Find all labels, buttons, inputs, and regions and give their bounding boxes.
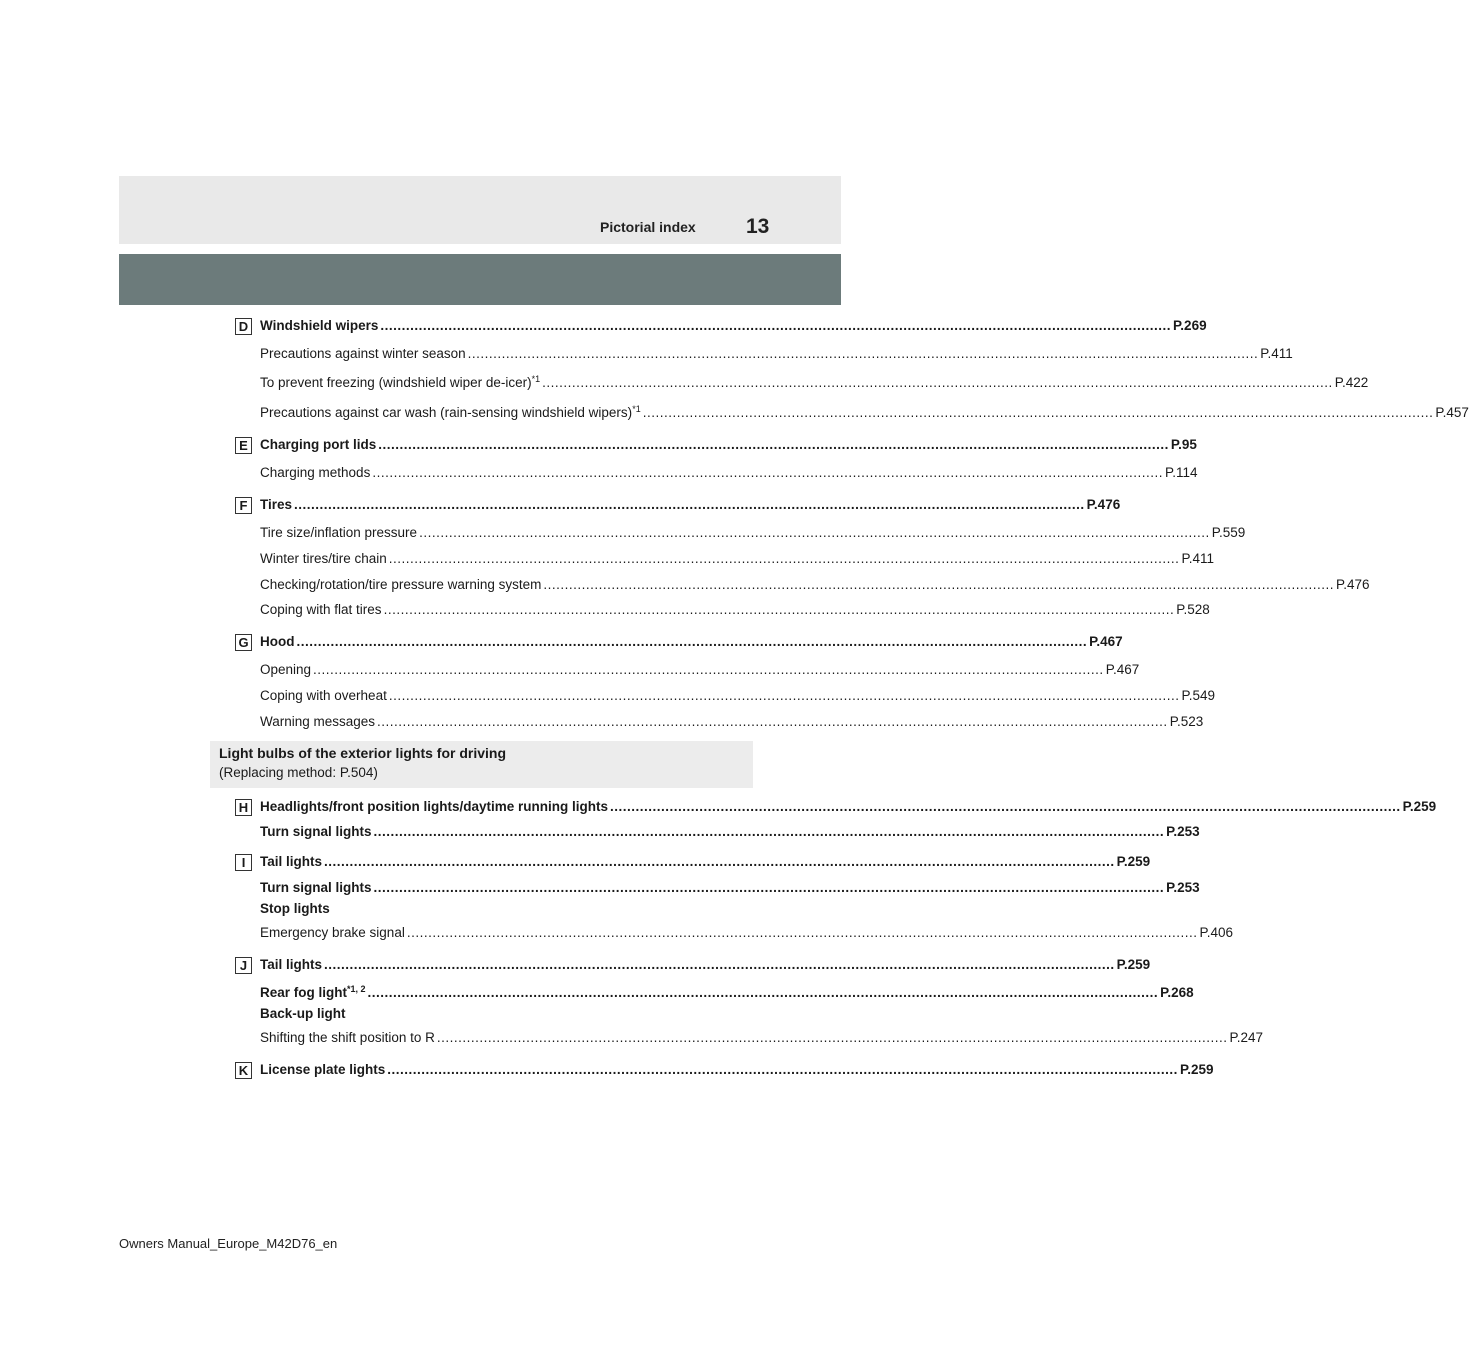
entry-tire-size[interactable]: [260, 525, 1246, 541]
section-letter-i: I: [235, 854, 252, 871]
entry-emergency-brake-signal[interactable]: [260, 925, 1234, 941]
entry-label: Coping with flat tires: [260, 602, 382, 617]
leader-dots: ..........................................................................................................................................................................................: [467, 346, 1259, 361]
entry-charging-port-lids[interactable]: [260, 437, 1197, 453]
note-title: Light bulbs of the exterior lights for driving: [219, 745, 506, 761]
entry-label: Coping with overheat: [260, 688, 387, 703]
section-letter-f: F: [235, 497, 252, 514]
entry-back-up-light: [260, 1006, 722, 1022]
leader-dots: ..........................................................................................................................................................................................: [642, 405, 1434, 420]
entry-flat-tires[interactable]: [260, 602, 1210, 618]
entry-label: Back-up light: [260, 1006, 346, 1021]
entry-turn-signal-front[interactable]: [260, 824, 1200, 840]
leader-dots: ..........................................................................................................................................................................................: [383, 602, 1175, 617]
section-letter-k: K: [235, 1062, 252, 1079]
entry-page: P.114: [1164, 465, 1198, 480]
leader-dots: ..........................................................................................................................................................................................: [373, 824, 1165, 839]
entry-label: Charging port lids: [260, 437, 377, 452]
leader-dots: ..........................................................................................................................................................................................: [380, 318, 1172, 333]
entry-label: License plate lights: [260, 1062, 386, 1077]
leader-dots: ..........................................................................................................................................................................................: [542, 375, 1333, 390]
leader-dots: ..........................................................................................................................................................................................: [313, 662, 1104, 677]
page-number: 13: [746, 215, 770, 238]
section-letter-j: J: [235, 957, 252, 974]
entry-stop-lights: [260, 901, 722, 917]
entry-tires[interactable]: [260, 497, 1121, 513]
entry-hood[interactable]: [260, 634, 1123, 650]
leader-dots: ..........................................................................................................................................................................................: [419, 525, 1210, 540]
leader-dots: ..........................................................................................................................................................................................: [372, 465, 1163, 480]
footer-text: Owners Manual_Europe_M42D76_en: [119, 1236, 338, 1251]
leader-dots: ..........................................................................................................................................................................................: [296, 634, 1088, 649]
entry-label: Stop lights: [260, 901, 330, 916]
entry-rear-fog-light[interactable]: [260, 984, 1194, 1001]
entry-page: P.422: [1334, 375, 1369, 390]
entry-page: P.467: [1105, 662, 1140, 677]
leader-dots: ..........................................................................................................................................................................................: [387, 1062, 1178, 1077]
entry-charging-methods[interactable]: [260, 465, 1198, 481]
section-letter-d: D: [235, 318, 252, 335]
entry-tail-lights-rear[interactable]: [260, 957, 1151, 973]
entry-page: P.523: [1169, 714, 1204, 729]
entry-label: Tire size/inflation pressure: [260, 525, 418, 540]
leader-dots: ..........................................................................................................................................................................................: [294, 497, 1085, 512]
entry-headlights[interactable]: [260, 799, 1437, 815]
entry-turn-signal-rear[interactable]: [260, 880, 1200, 896]
entry-label: Warning messages: [260, 714, 376, 729]
entry-tire-checking[interactable]: [260, 577, 1370, 593]
leader-dots: ..........................................................................................................................................................................................: [377, 714, 1168, 729]
entry-page: P.476: [1336, 577, 1370, 592]
entry-label: Turn signal lights: [260, 824, 372, 839]
entry-page: P.268: [1160, 985, 1194, 1000]
entry-label: Headlights/front position lights/daytime running lights: [260, 799, 608, 814]
entry-page: P.457: [1435, 405, 1469, 420]
entry-label: Tail lights: [260, 957, 323, 972]
entry-page: P.253: [1166, 880, 1200, 895]
entry-opening[interactable]: [260, 662, 1140, 678]
entry-page: P.95: [1170, 437, 1197, 452]
footnote-mark: *1: [632, 404, 641, 414]
section-title: Pictorial index: [600, 219, 696, 235]
entry-shift-position-r[interactable]: [260, 1030, 1264, 1046]
entry-tail-lights[interactable]: [260, 854, 1151, 870]
leader-dots: ..........................................................................................................................................................................................: [406, 925, 1198, 940]
entry-winter-precautions[interactable]: [260, 346, 1293, 362]
entry-label: Checking/rotation/tire pressure warning system: [260, 577, 542, 592]
entry-page: P.259: [1116, 854, 1151, 869]
entry-label: To prevent freezing (windshield wiper de-icer)$^{*1}$: [260, 374, 541, 390]
entry-overheat[interactable]: [260, 688, 1216, 704]
entry-label: Shifting the shift position to R: [260, 1030, 435, 1045]
entry-label: Rear fog light$^{*1, 2}$: [260, 984, 366, 1000]
entry-page: P.259: [1179, 1062, 1214, 1077]
entry-label: Precautions against winter season: [260, 346, 466, 361]
entry-windshield-wipers[interactable]: [260, 318, 1207, 334]
header-band: [119, 176, 841, 244]
entry-page: P.559: [1211, 525, 1246, 540]
entry-page: P.247: [1229, 1030, 1264, 1045]
leader-dots: ..........................................................................................................................................................................................: [436, 1030, 1228, 1045]
entry-label: Precautions against car wash (rain-sensing windshield wipers)$^{*1}$: [260, 404, 641, 420]
note-subtitle: (Replacing method: P.504): [219, 765, 378, 780]
entry-license-plate-lights[interactable]: [260, 1062, 1214, 1078]
entry-page: P.476: [1086, 497, 1121, 512]
entry-page: P.259: [1116, 957, 1151, 972]
entry-car-wash-precautions[interactable]: [260, 404, 1469, 421]
leader-dots: ..........................................................................................................................................................................................: [367, 985, 1159, 1000]
leader-dots: ..........................................................................................................................................................................................: [373, 880, 1165, 895]
entry-page: P.411: [1181, 551, 1214, 566]
entry-page: P.253: [1166, 824, 1200, 839]
section-letter-e: E: [235, 437, 252, 454]
entry-page: P.411: [1260, 346, 1293, 361]
entry-page: P.467: [1089, 634, 1123, 649]
entry-label: Opening: [260, 662, 312, 677]
entry-label: Tires: [260, 497, 293, 512]
leader-dots: ..........................................................................................................................................................................................: [388, 688, 1180, 703]
leader-dots: ..........................................................................................................................................................................................: [378, 437, 1169, 452]
entry-page: P.406: [1199, 925, 1234, 940]
leader-dots: ..........................................................................................................................................................................................: [324, 957, 1115, 972]
section-letter-h: H: [235, 799, 252, 816]
entry-wiper-de-icer[interactable]: [260, 374, 1369, 391]
entry-page: P.549: [1181, 688, 1216, 703]
entry-winter-tires[interactable]: [260, 551, 1214, 567]
leader-dots: ..........................................................................................................................................................................................: [543, 577, 1335, 592]
entry-label: Hood: [260, 634, 295, 649]
leader-dots: ..........................................................................................................................................................................................: [388, 551, 1180, 566]
footnote-mark: *1, 2: [347, 984, 366, 994]
footnote-mark: *1: [531, 374, 541, 384]
entry-label: Charging methods: [260, 465, 371, 480]
dark-band: [119, 254, 841, 305]
leader-dots: ..........................................................................................................................................................................................: [324, 854, 1115, 869]
entry-label: Tail lights: [260, 854, 323, 869]
entry-label: Turn signal lights: [260, 880, 372, 895]
entry-label: Emergency brake signal: [260, 925, 405, 940]
leader-dots: ..........................................................................................................................................................................................: [610, 799, 1401, 814]
entry-page: P.269: [1173, 318, 1207, 333]
entry-label: Windshield wipers: [260, 318, 379, 333]
entry-warning-messages[interactable]: [260, 714, 1204, 730]
entry-page: P.259: [1402, 799, 1437, 814]
entry-label: Winter tires/tire chain: [260, 551, 387, 566]
entry-page: P.528: [1176, 602, 1210, 617]
section-letter-g: G: [235, 634, 252, 651]
